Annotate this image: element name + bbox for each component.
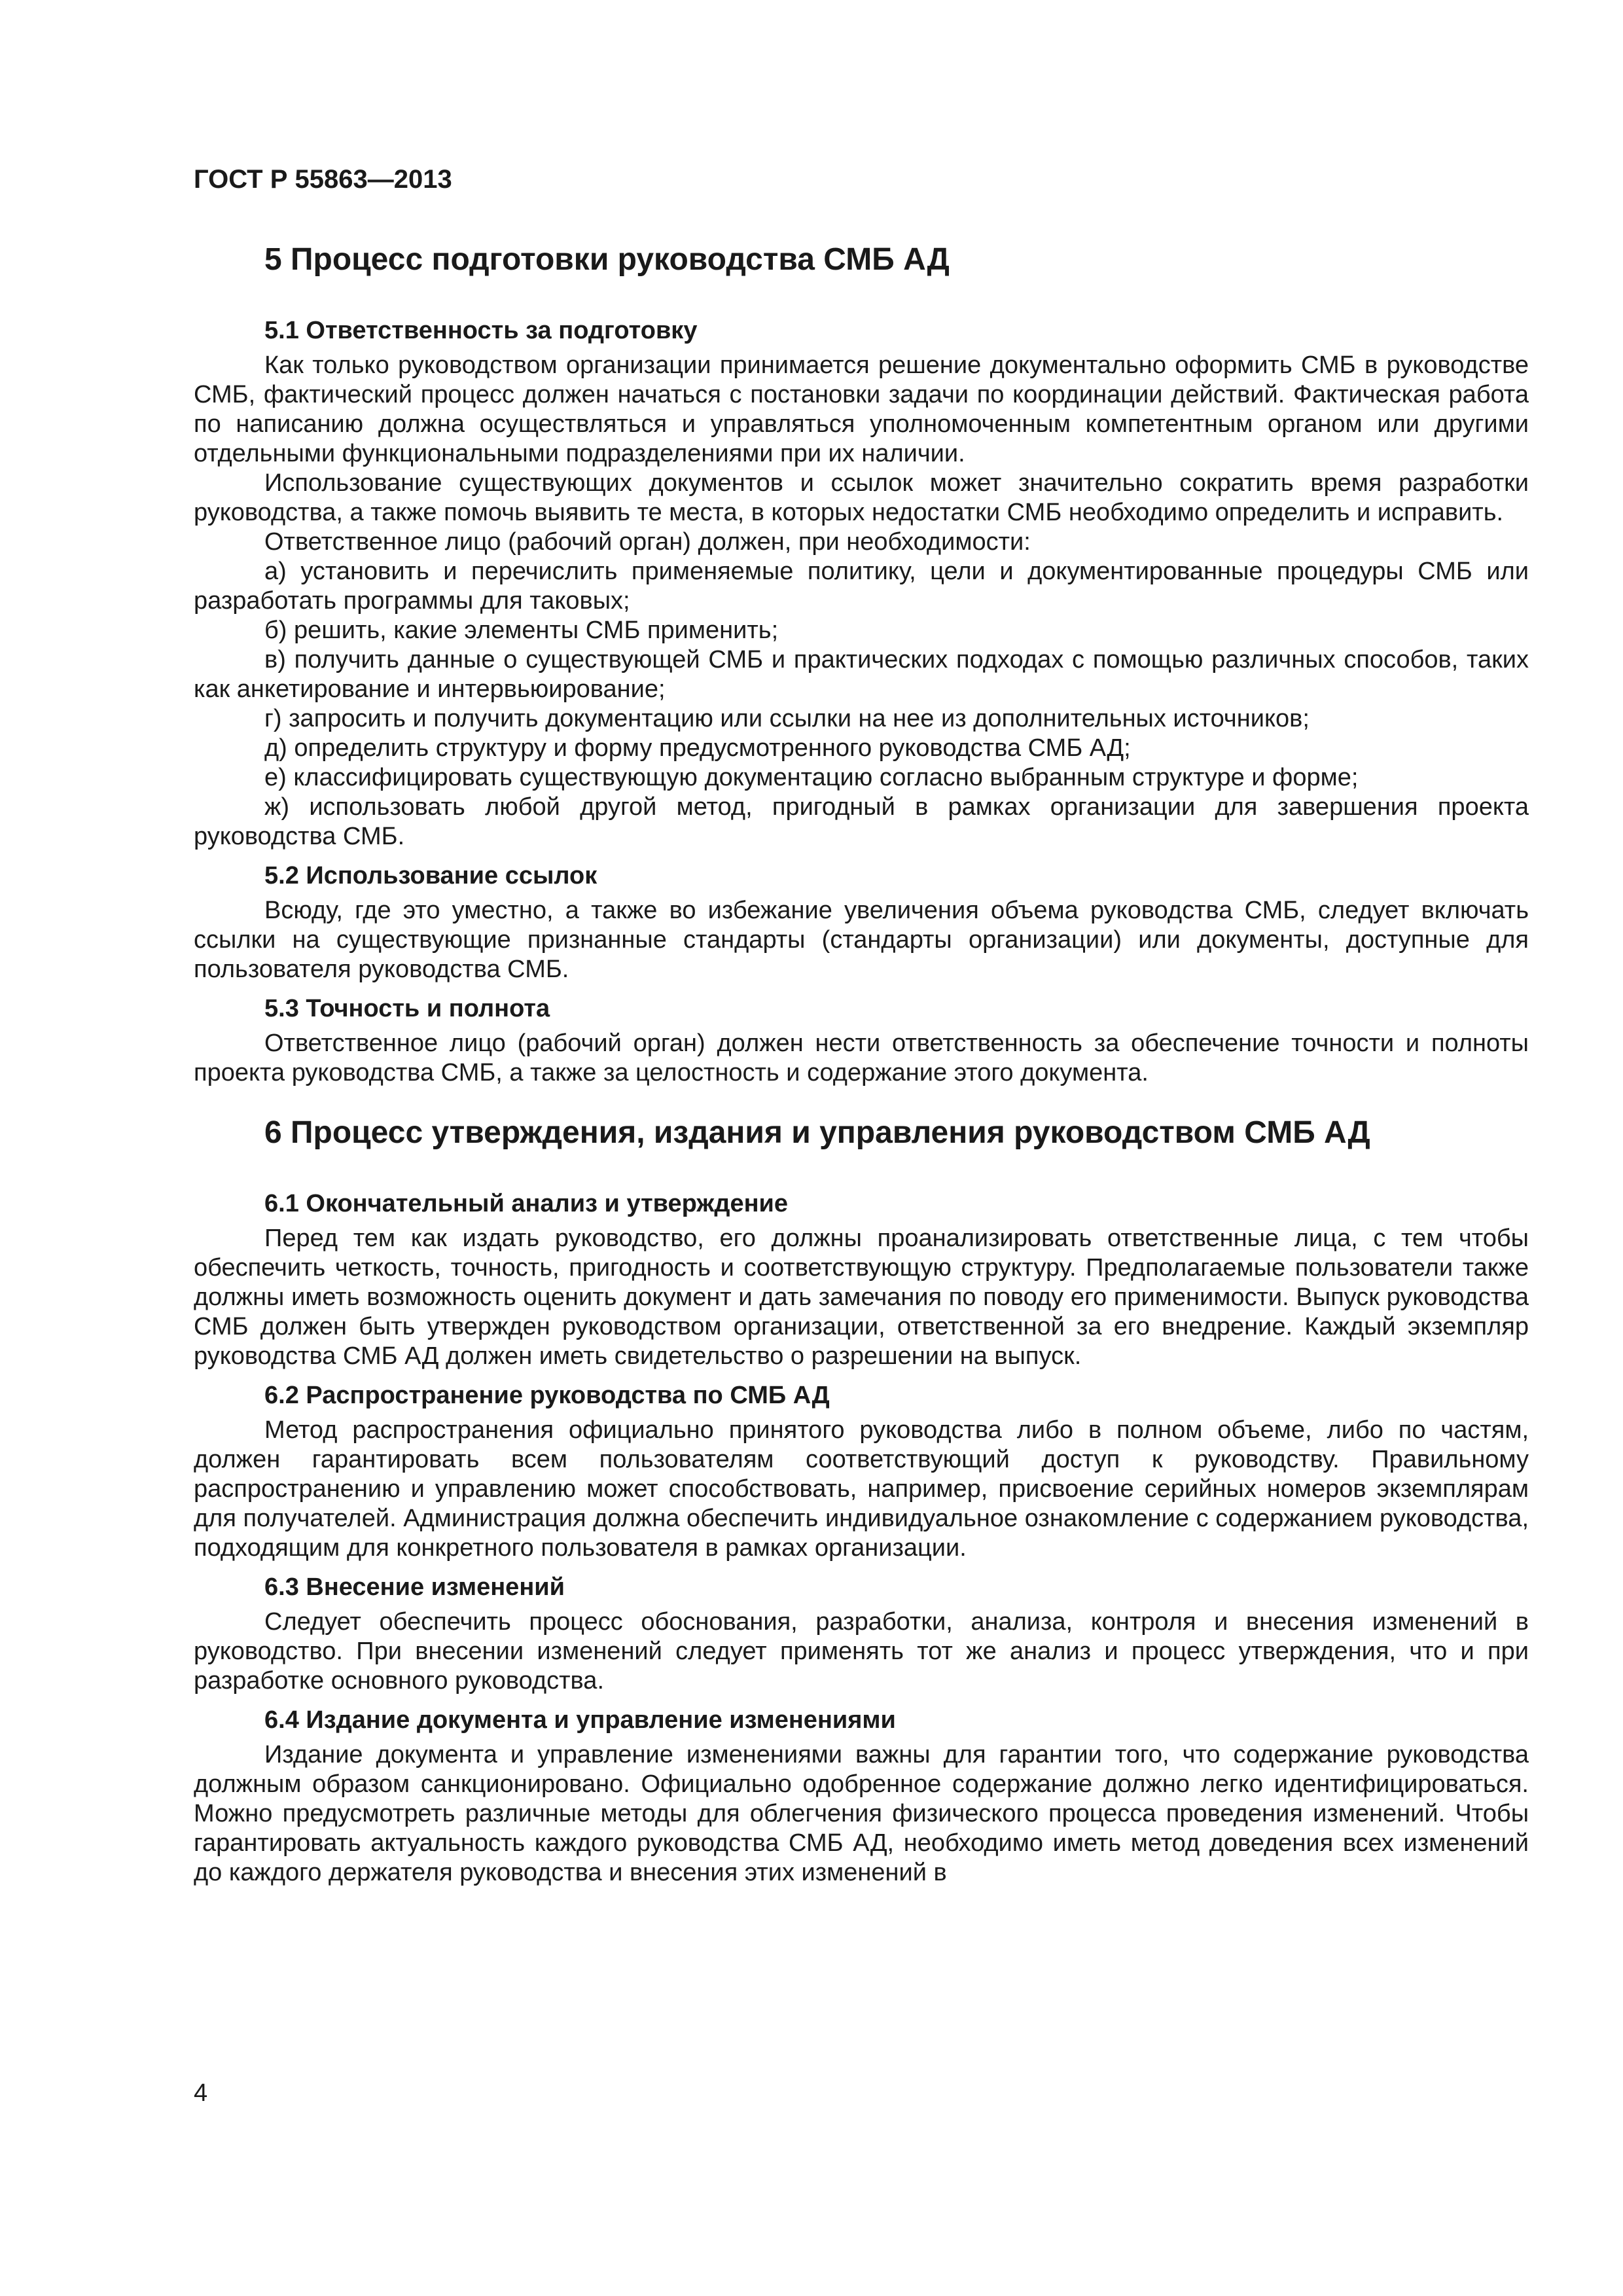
subsection-5-2-title: 5.2 Использование ссылок (264, 862, 597, 889)
section-5-title: 5 Процесс подготовки руководства СМБ АД (264, 242, 950, 277)
paragraph: Ответственное лицо (рабочий орган) должен нести ответственность за обеспечение точности и полноты проекта руководства СМБ, а также за целостность и содержание этого документа. (194, 1030, 1529, 1086)
paragraph: Перед тем как издать руководство, его должны проанализировать ответственные лица, с тем чтобы обеспечить четкость, точность, пригодность и соответствующую структуру. Предполагаемые пользователи также должны иметь возможность оценить документ и дать замечания по поводу его применимости. Выпуск руководства СМБ должен быть утвержден руководством организации, ответственной за его внедрение. Каждый экземпляр руководства СМБ АД должен иметь свидетельство о разрешении на выпуск. (194, 1225, 1529, 1370)
list-item-e: е) классифицировать существующую документацию согласно выбранным структуре и форме; (264, 764, 1359, 791)
list-item-g: г) запросить и получить документацию или ссылки на нее из дополнительных источников; (264, 705, 1310, 732)
paragraph: Как только руководством организации принимается решение документально оформить СМБ в руководстве СМБ, фактический процесс должен начаться с постановки задачи по координации действий. Фактическая работа по написанию должна осуществляться и управляться уполномоченным компетентным органом или другими отдельными функциональными подразделениями при их наличии. (194, 351, 1529, 467)
section-6-title: 6 Процесс утверждения, издания и управления руководством СМБ АД (264, 1115, 1370, 1150)
paragraph: Следует обеспечить процесс обоснования, разработки, анализа, контроля и внесения изменений в руководство. При внесении изменений следует применять тот же анализ и процесс утверждения, что и при разработке основного руководства. (194, 1608, 1529, 1695)
page-number: 4 (194, 2079, 208, 2107)
list-item-zh: ж) использовать любой другой метод, пригодный в рамках организации для завершения проекта руководства СМБ. (194, 793, 1529, 850)
document-id-header: ГОСТ Р 55863—2013 (194, 165, 452, 194)
list-item-v: в) получить данные о существующей СМБ и практических подходах с помощью различных способов, таких как анкетирование и интервьюирование; (194, 646, 1529, 703)
document-page (194, 164, 1529, 1888)
list-item-a: а) установить и перечислить применяемые политику, цели и документированные процедуры СМБ или разработать программы для таковых; (194, 558, 1529, 615)
list-item-b: б) решить, какие элементы СМБ применить; (264, 617, 779, 644)
subsection-6-1-title: 6.1 Окончательный анализ и утверждение (264, 1190, 789, 1217)
paragraph: Издание документа и управление изменениями важны для гарантии того, что содержание руководства должным образом санкционировано. Официально одобренное содержание должно легко идентифицироваться. Можно предусмотреть различные методы для облегчения физического процесса проведения изменений. Чтобы гарантировать актуальность каждого руководства СМБ АД, необходимо иметь метод доведения всех изменений до каждого держателя руководства и внесения этих изменений в (194, 1741, 1529, 1886)
paragraph: Использование существующих документов и ссылок может значительно сократить время разработки руководства, а также помочь выявить те места, в которых недостатки СМБ необходимо определить и исправить. (194, 469, 1529, 526)
subsection-6-3-title: 6.3 Внесение изменений (264, 1573, 565, 1601)
subsection-5-3-title: 5.3 Точность и полнота (264, 995, 550, 1022)
list-item-d: д) определить структуру и форму предусмотренного руководства СМБ АД; (264, 734, 1131, 762)
subsection-6-4-title: 6.4 Издание документа и управление изменениями (264, 1706, 896, 1734)
subsection-5-1-title: 5.1 Ответственность за подготовку (264, 317, 698, 344)
paragraph: Метод распространения официально принятого руководства либо в полном объеме, либо по частям, должен гарантировать всем пользователям соответствующий доступ к руководству. Правильному распространению и управлению может способствовать, например, присвоение серийных номеров экземплярам для получателей. Администрация должна обеспечить индивидуальное ознакомление с содержанием руководства, подходящим для конкретного пользователя в рамках организации. (194, 1416, 1529, 1562)
paragraph: Ответственное лицо (рабочий орган) должен, при необходимости: (264, 528, 1031, 556)
subsection-6-2-title: 6.2 Распространение руководства по СМБ АД (264, 1382, 830, 1409)
paragraph: Всюду, где это уместно, а также во избежание увеличения объема руководства СМБ, следует включать ссылки на существующие признанные стандарты (стандарты организации) или документы, доступные для пользователя руководства СМБ. (194, 897, 1529, 983)
